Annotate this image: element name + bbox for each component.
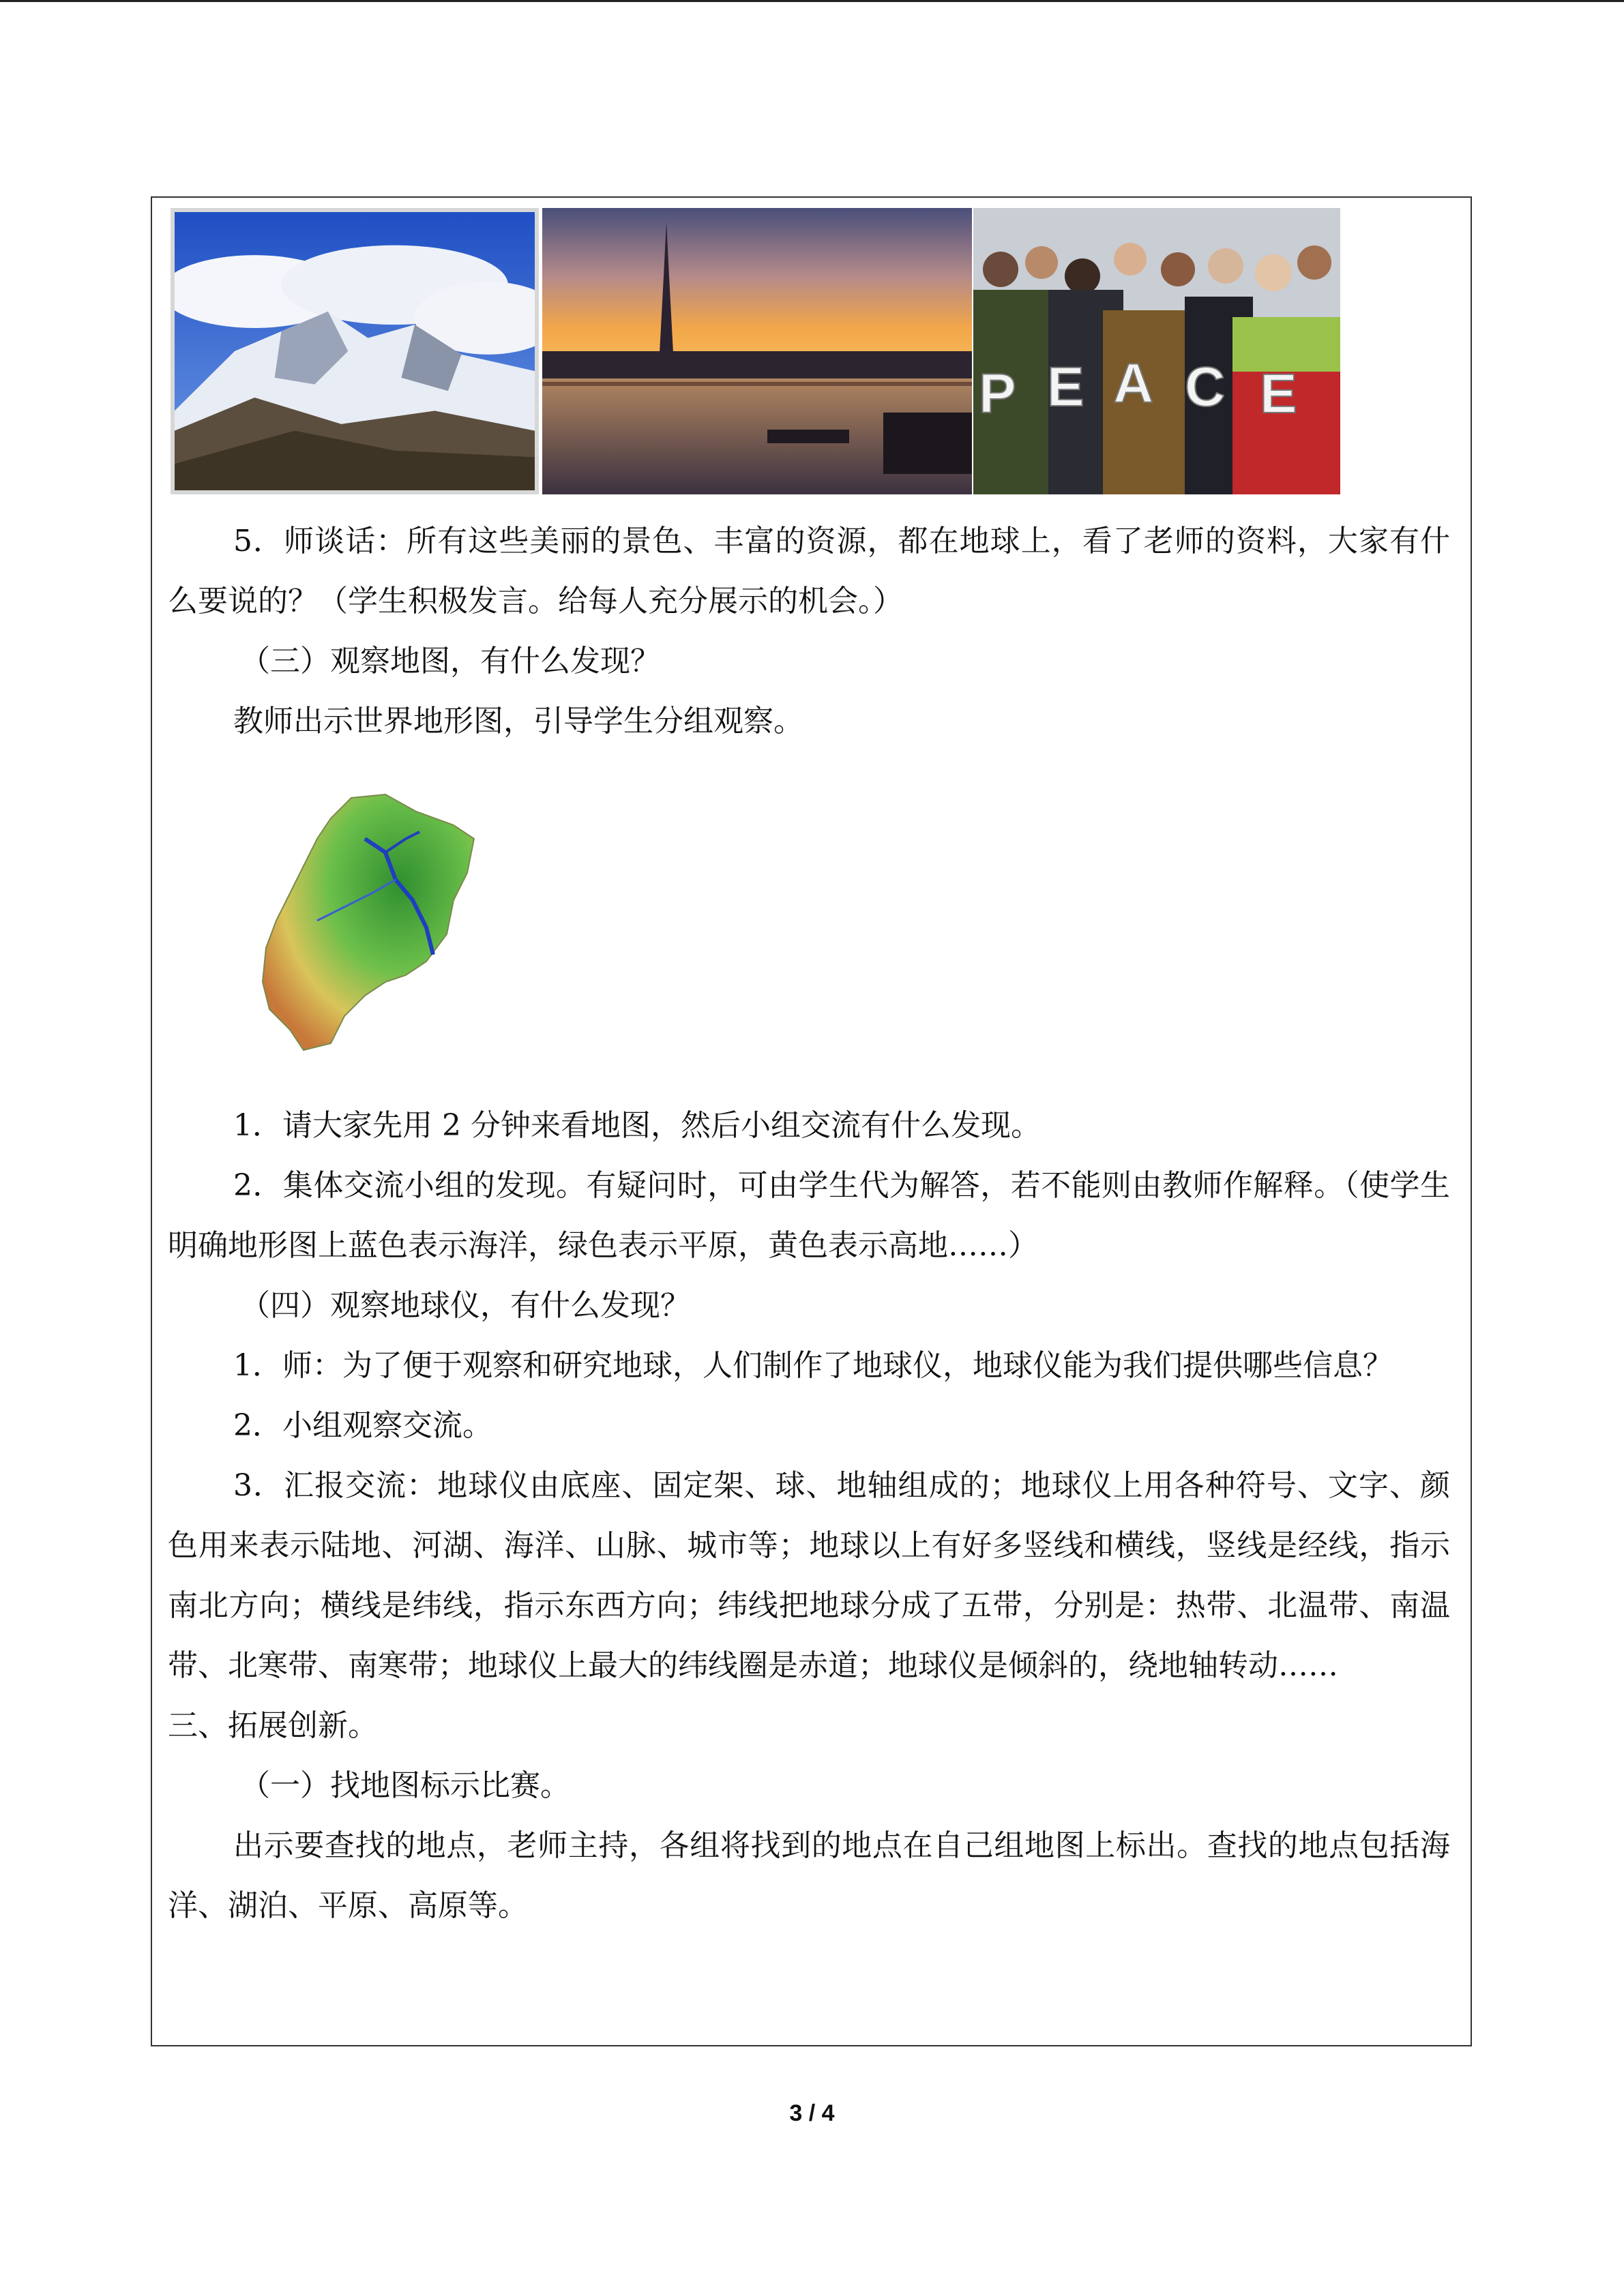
subheading: （四）观察地球仪，有什么发现？ (240, 1288, 690, 1323)
peace-photo (973, 208, 1340, 494)
page-number: 3 / 4 (789, 2100, 835, 2126)
peace-letter: E (1260, 363, 1297, 425)
peace-letter: C (1185, 356, 1226, 418)
paragraph: 出示要查找的地点，老师主持，各组将找到的地点在自己组地图上标出。查找的地点包括海洋、湖泊、平原、高原等。 (168, 1828, 1450, 1923)
topographic-map-image (249, 791, 488, 1057)
peace-letter: A (1113, 353, 1154, 415)
section-a (168, 511, 1450, 751)
section-b (168, 1096, 1450, 1936)
section-heading: 三、拓展创新。 (168, 1708, 378, 1743)
peace-letter: E (1047, 356, 1084, 418)
paragraph: 3．汇报交流：地球仪由底座、固定架、球、地轴组成的；地球仪上用各种符号、文字、颜色用来表示陆地、河湖、海洋、山脉、城市等；地球以上有好多竖线和横线，竖线是经线，指示南北方向；横线是纬线，指示东西方向；纬线把地球分成了五带，分别是：热带、北温带、南温带、北寒带、南寒带；地球仪上最大的纬线圈是赤道；地球仪是倾斜的，绕地轴转动…… (168, 1468, 1450, 1683)
subheading: （一）找地图标示比赛。 (240, 1768, 570, 1803)
paragraph: 教师出示世界地形图，引导学生分组观察。 (233, 704, 803, 739)
image-strip (171, 208, 1340, 494)
paris-photo (542, 208, 972, 494)
paragraph: 2．小组观察交流。 (233, 1408, 492, 1443)
paragraph: 1．请大家先用 2 分钟来看地图，然后小组交流有什么发现。 (233, 1108, 1041, 1143)
top-rule (0, 0, 1624, 2)
mountain-photo (171, 208, 539, 494)
subheading: （三）观察地图，有什么发现？ (240, 644, 660, 679)
paragraph: 2．集体交流小组的发现。有疑问时，可由学生代为解答，若不能则由教师作解释。（使学生明确地形图上蓝色表示海洋，绿色表示平原，黄色表示高地……） (168, 1168, 1450, 1263)
paragraph: 5．师谈话：所有这些美丽的景色、丰富的资源，都在地球上，看了老师的资料，大家有什么要说的？（学生积极发言。给每人充分展示的机会。） (168, 524, 1450, 618)
paragraph: 1．师：为了便于观察和研究地球，人们制作了地球仪，地球仪能为我们提供哪些信息？ (233, 1348, 1393, 1383)
peace-letter: P (979, 363, 1016, 425)
